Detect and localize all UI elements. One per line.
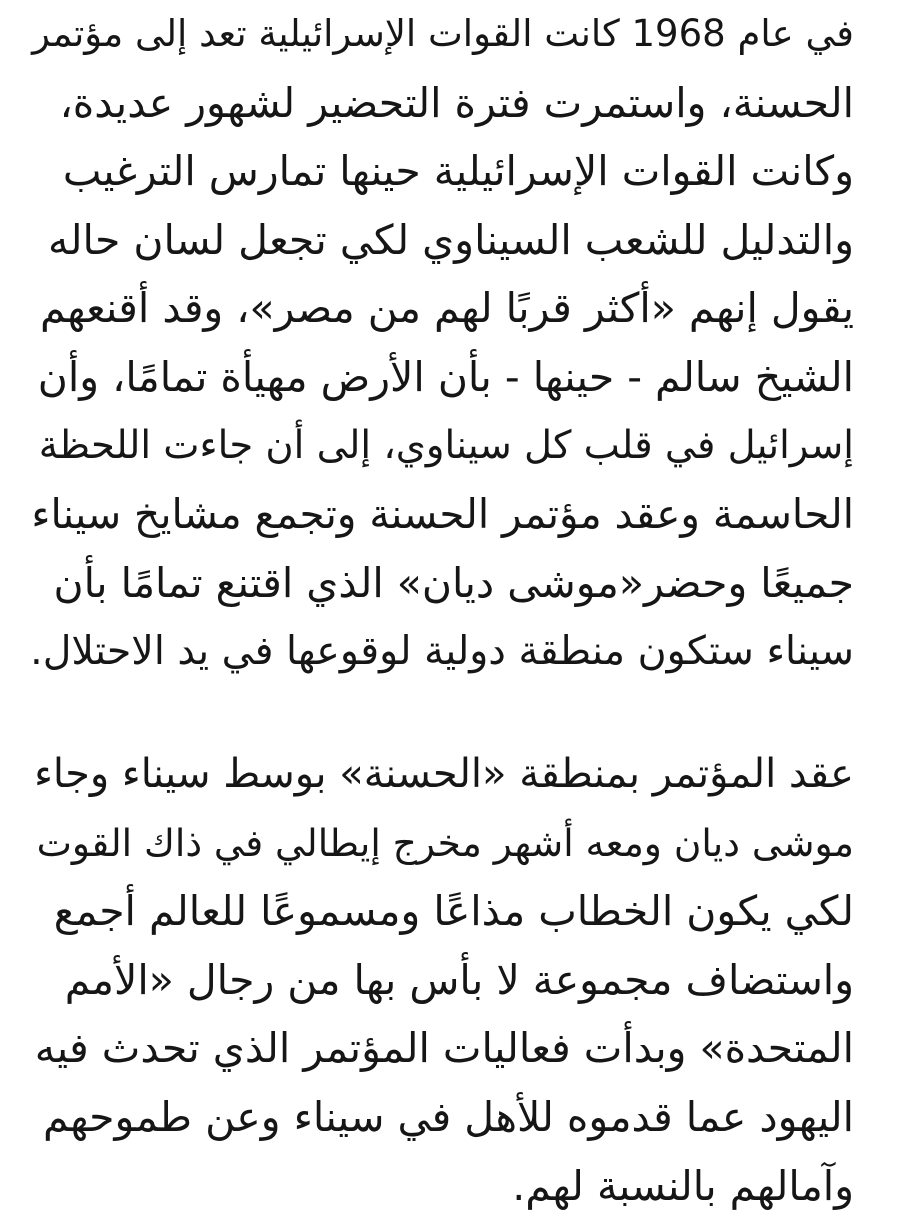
text-line: لكي يكون الخطاب مذاعًا ومسموعًا للعالم أجمع: [30, 877, 854, 946]
paragraph-2: [30, 740, 854, 1220]
text-line: وآمالهم بالنسبة لهم.: [30, 1152, 854, 1220]
text-line: جميعًا وحضر«موشى ديان» الذي اقتنع تمامًا بأن: [30, 549, 854, 618]
text-line: والتدليل للشعب السيناوي لكي تجعل لسان حاله: [30, 206, 854, 275]
paragraph-spacer: [30, 686, 854, 740]
text-line: اليهود عما قدموه للأهل في سيناء وعن طموحهم: [30, 1083, 854, 1152]
text-line: في عام 1968 كانت القوات الإسرائيلية تعد إلى مؤتمر: [30, 0, 854, 69]
text-line: سيناء ستكون منطقة دولية لوقوعها في يد الاحتلال.: [30, 617, 854, 686]
paragraph-1: [30, 0, 854, 686]
text-line: موشى ديان ومعه أشهر مخرج إيطالي في ذاك القوت: [30, 809, 854, 878]
text-line: يقول إنهم «أكثر قربًا لهم من مصر»، وقد أقنعهم: [30, 274, 854, 343]
text-line: إسرائيل في قلب كل سيناوي، إلى أن جاءت اللحظة: [30, 412, 854, 481]
text-line: واستضاف مجموعة لا بأس بها من رجال «الأمم: [30, 946, 854, 1015]
text-line: وكانت القوات الإسرائيلية حينها تمارس الترغيب: [30, 137, 854, 206]
article-body: [30, 0, 854, 1220]
text-line: الشيخ سالم - حينها - بأن الأرض مهيأة تمامًا، وأن: [30, 343, 854, 412]
text-line: الحاسمة وعقد مؤتمر الحسنة وتجمع مشايخ سيناء: [30, 480, 854, 549]
text-line: المتحدة» وبدأت فعاليات المؤتمر الذي تحدث فيه: [30, 1014, 854, 1083]
text-line: الحسنة، واستمرت فترة التحضير لشهور عديدة،: [30, 69, 854, 138]
text-line: عقد المؤتمر بمنطقة «الحسنة» بوسط سيناء وجاء: [30, 740, 854, 809]
